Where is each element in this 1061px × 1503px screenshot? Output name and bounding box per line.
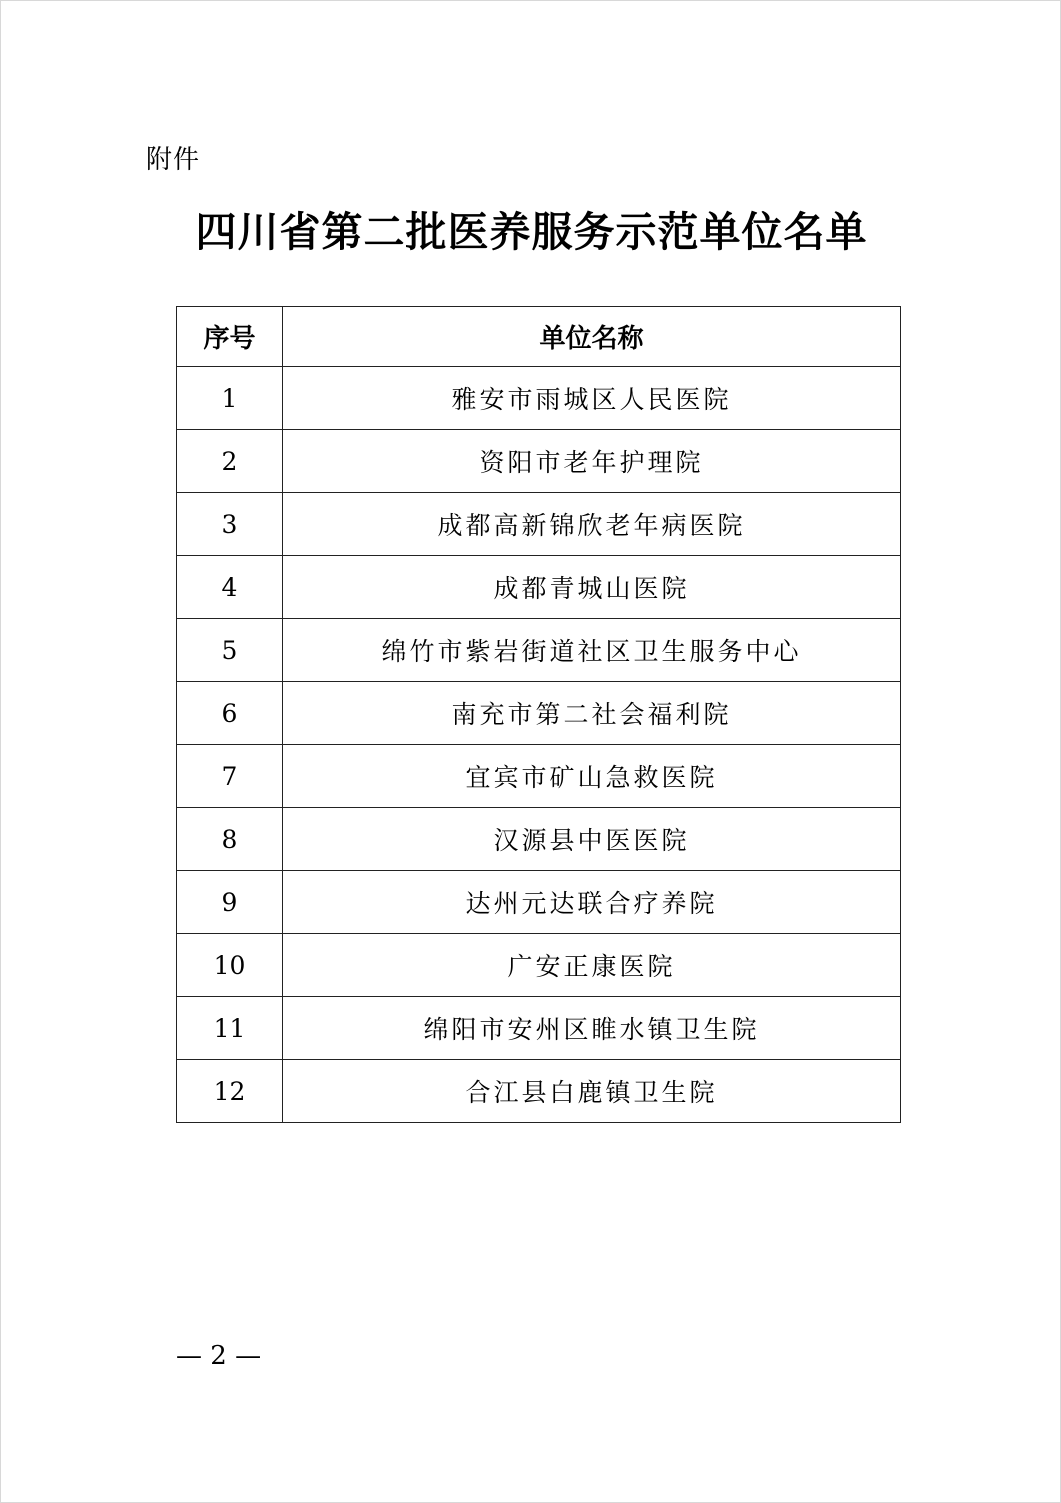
row-number: 12 <box>177 1060 283 1123</box>
row-number: 9 <box>177 871 283 934</box>
table-row <box>177 430 901 493</box>
unit-name: 绵阳市安州区睢水镇卫生院 <box>283 997 901 1060</box>
row-number: 6 <box>177 682 283 745</box>
attachment-label: 附件 <box>146 145 201 175</box>
units-table <box>176 306 901 1123</box>
unit-name: 广安正康医院 <box>283 934 901 997</box>
unit-name: 成都高新锦欣老年病医院 <box>283 493 901 556</box>
document-title: 四川省第二批医养服务示范单位名单 <box>195 208 868 256</box>
unit-name: 雅安市雨城区人民医院 <box>283 367 901 430</box>
table-row <box>177 808 901 871</box>
unit-name: 成都青城山医院 <box>283 556 901 619</box>
table-row <box>177 745 901 808</box>
table-row <box>177 367 901 430</box>
unit-name: 达州元达联合疗养院 <box>283 871 901 934</box>
row-number: 7 <box>177 745 283 808</box>
page-number: — 2 — <box>176 1341 262 1371</box>
row-number: 2 <box>177 430 283 493</box>
table-header-row <box>177 307 901 367</box>
table-row <box>177 934 901 997</box>
table-row <box>177 682 901 745</box>
header-unit-name: 单位名称 <box>283 307 901 367</box>
unit-name: 绵竹市紫岩街道社区卫生服务中心 <box>283 619 901 682</box>
unit-name: 南充市第二社会福利院 <box>283 682 901 745</box>
row-number: 10 <box>177 934 283 997</box>
table-row <box>177 871 901 934</box>
header-serial-number: 序号 <box>177 307 283 367</box>
table-row <box>177 619 901 682</box>
unit-name: 资阳市老年护理院 <box>283 430 901 493</box>
unit-name: 合江县白鹿镇卫生院 <box>283 1060 901 1123</box>
table-row <box>177 556 901 619</box>
table-row <box>177 997 901 1060</box>
row-number: 1 <box>177 367 283 430</box>
row-number: 4 <box>177 556 283 619</box>
row-number: 3 <box>177 493 283 556</box>
row-number: 5 <box>177 619 283 682</box>
row-number: 11 <box>177 997 283 1060</box>
table-row <box>177 1060 901 1123</box>
table-row <box>177 493 901 556</box>
row-number: 8 <box>177 808 283 871</box>
unit-name: 宜宾市矿山急救医院 <box>283 745 901 808</box>
unit-name: 汉源县中医医院 <box>283 808 901 871</box>
